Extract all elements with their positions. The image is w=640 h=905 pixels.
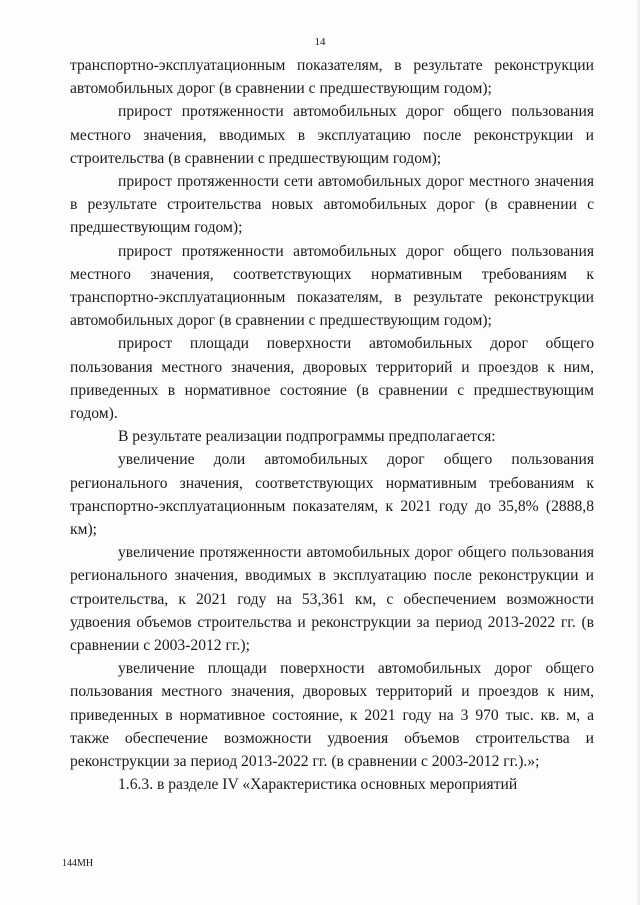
page-number: 14 [314, 36, 326, 48]
paragraph-normative-roads-growth: прирост протяженности автомобильных дорог общего пользования местного значения, соответствующих нормативным требованиям к транспортно-эксплуатационным показателям, в результате реконструкции автомобильных дорог (в сравнении с предшествующим годом); [70, 242, 594, 330]
paragraph-regional-roads-length: увеличение протяженности автомобильных дорог общего пользования регионального значения, вводимых в эксплуатацию после реконструкции и строительства, к 2021 году на 53,361 км, с обеспечением возможности удвоения объемов строительства и реконструкции за период 2013-2022 гг. (в сравнении с 2003-2012 гг.); [70, 544, 594, 655]
paragraph-expected-results-intro: В результате реализации подпрограммы предполагается: [118, 428, 496, 446]
document-body [70, 54, 594, 797]
paragraph-section-iv-amendment: 1.6.3. в разделе IV «Характеристика основных мероприятий [118, 776, 518, 794]
paragraph-surface-area-growth: прирост площади поверхности автомобильных дорог общего пользования местного значения, дворовых территорий и проездов к ним, приведенных в нормативное состояние (в сравнении с предшествующим годом). [70, 335, 594, 423]
scan-edge [636, 0, 640, 905]
paragraph-continuation: транспортно-эксплуатационным показателям, в результате реконструкции автомобильных дорог (в сравнении с предшествующим годом); [70, 57, 594, 98]
paragraph-network-growth: прирост протяженности сети автомобильных дорог местного значения в результате строительства новых автомобильных дорог (в сравнении с предшествующим годом); [70, 173, 594, 237]
paragraph-regional-roads-share: увеличение доли автомобильных дорог общего пользования регионального значения, соответствующих нормативным требованиям к транспортно-эксплуатационным показателям, к 2021 году до 35,8% (2888,8 км); [70, 451, 594, 539]
document-code: 144МН [62, 858, 94, 869]
paragraph-local-surface-area: увеличение площади поверхности автомобильных дорог общего пользования местного значения, дворовых территорий и проездов к ним, приведенных в нормативное состояние, к 2021 году на 3 970 тыс. кв. м, а также обеспечение возможности удвоения объемов строительства и реконструкции за период 2013-2022 гг. (в сравнении с 2003-2012 гг.).»; [70, 660, 594, 771]
paragraph-road-length-growth: прирост протяженности автомобильных дорог общего пользования местного значения, вводимых в эксплуатацию после реконструкции и строительства (в сравнении с предшествующим годом); [70, 103, 594, 167]
